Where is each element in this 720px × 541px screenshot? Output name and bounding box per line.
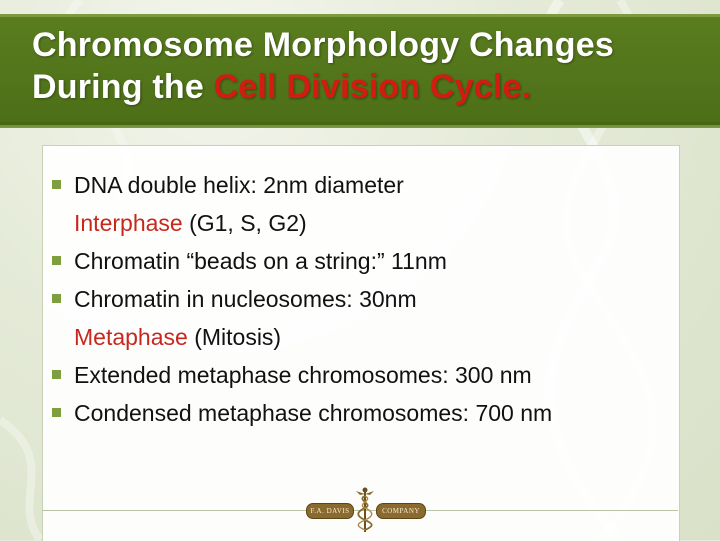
title-band-shadow [0, 122, 720, 128]
bullet-square-icon [52, 370, 61, 379]
phase-name: Metaphase [74, 324, 188, 350]
title-line-2-prefix: During the [32, 68, 214, 106]
bullet-text: Extended metaphase chromosomes: 300 nm [74, 362, 532, 388]
bullet-square-icon [52, 256, 61, 265]
phase-heading-metaphase [52, 318, 702, 356]
bullet-item [52, 242, 702, 280]
bullet-item [52, 280, 702, 318]
bullet-text: Chromatin in nucleosomes: 30nm [74, 286, 417, 312]
title-line-2-highlight: Cell Division Cycle. [213, 68, 532, 106]
bullet-list [52, 166, 702, 432]
slide-title [32, 24, 614, 108]
bullet-text: DNA double helix: 2nm diameter [74, 172, 404, 198]
phase-detail: (Mitosis) [187, 324, 282, 350]
bullet-square-icon [52, 294, 61, 303]
bullet-item [52, 394, 702, 432]
bullet-text: Condensed metaphase chromosomes: 700 nm [74, 400, 553, 426]
publisher-logo [306, 486, 424, 534]
bullet-item [52, 166, 702, 204]
bullet-square-icon [52, 180, 61, 189]
bullet-square-icon [52, 408, 61, 417]
logo-right-label: COMPANY [376, 503, 426, 519]
phase-heading-interphase [52, 204, 702, 242]
logo-left-label: F.A. DAVIS [306, 503, 354, 519]
caduceus-icon [354, 486, 376, 534]
title-line-1: Chromosome Morphology Changes [32, 26, 614, 64]
phase-detail: (G1, S, G2) [182, 210, 307, 236]
phase-name: Interphase [74, 210, 183, 236]
bullet-text: Chromatin “beads on a string:” 11nm [74, 248, 447, 274]
bullet-item [52, 356, 702, 394]
